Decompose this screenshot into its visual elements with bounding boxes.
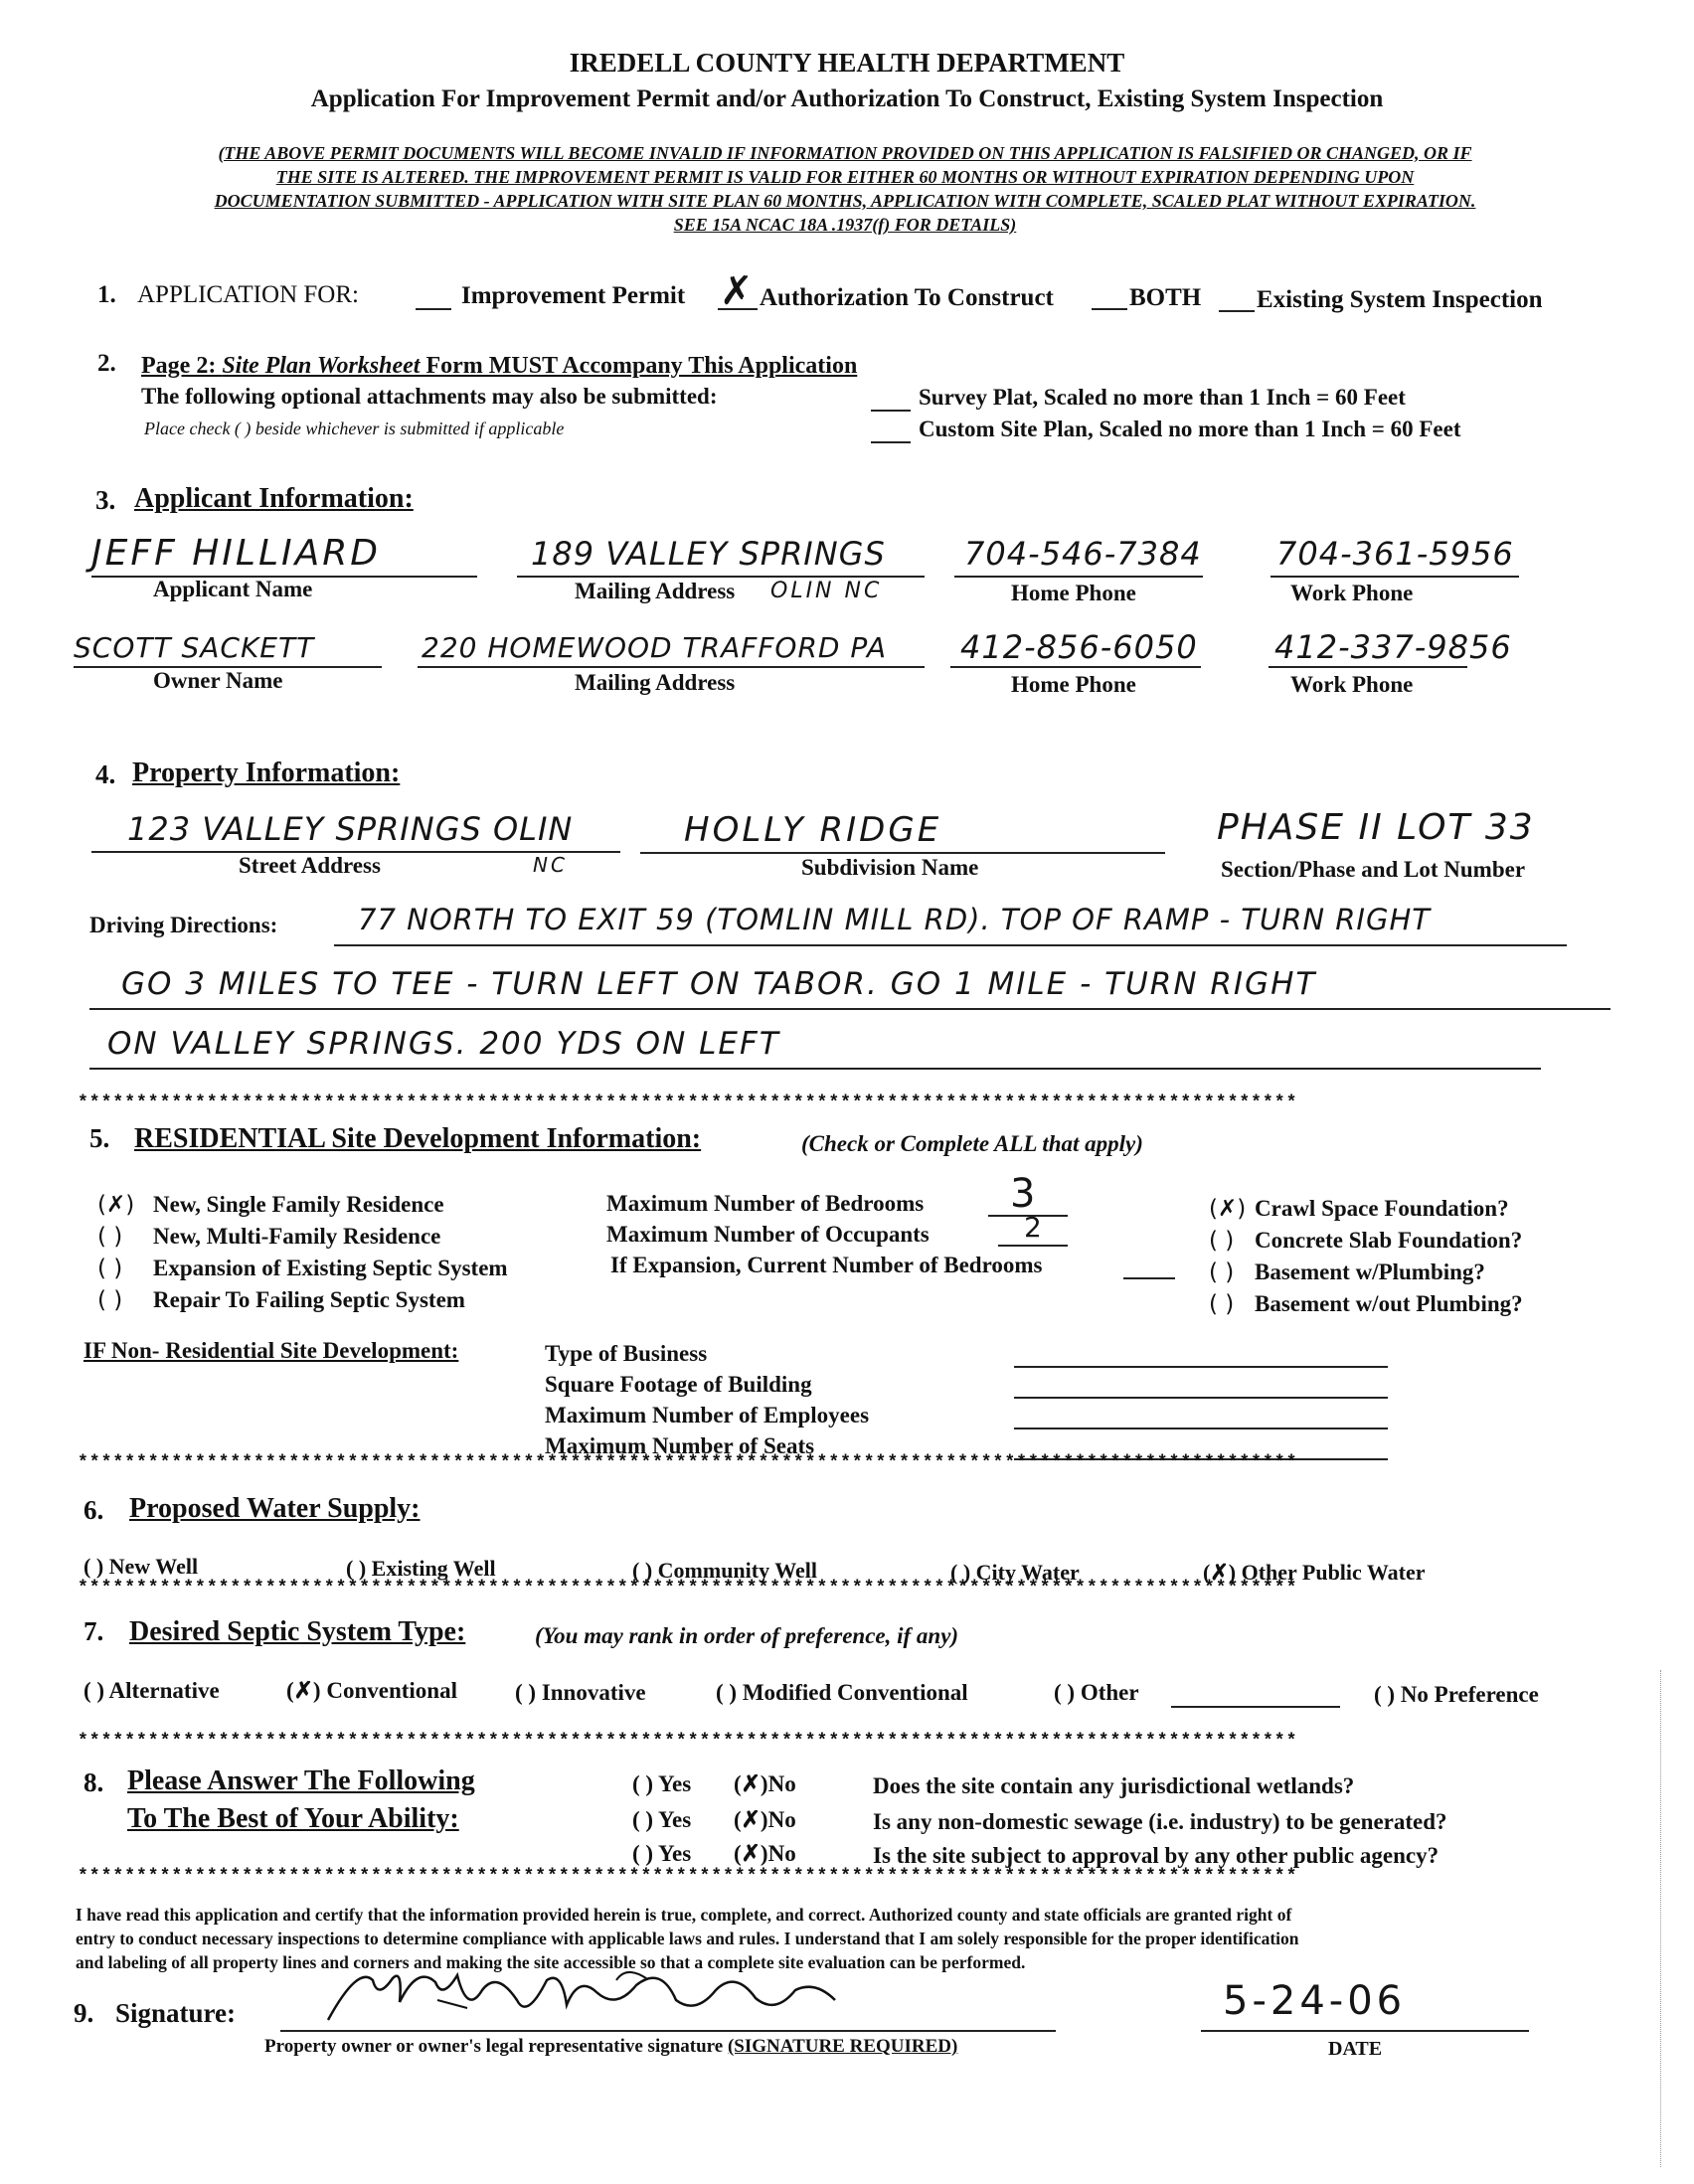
residence-type-box[interactable]: ( ) xyxy=(97,1224,123,1250)
septic-option-alternative[interactable]: ( ) Alternative xyxy=(84,1678,220,1703)
survey-plat-option: Survey Plat, Scaled no more than 1 Inch = 60 Feet xyxy=(919,385,1406,410)
directions-underline-1 xyxy=(334,944,1567,946)
sewage-yes[interactable]: ( ) Yes xyxy=(632,1807,692,1832)
business-type-line[interactable] xyxy=(1014,1366,1388,1368)
street-address-value[interactable]: 123 VALLEY SPRINGS OLIN xyxy=(127,810,574,848)
optional-attachments-text: The following optional attachments may also be submitted: xyxy=(141,384,718,409)
authorization-option: Authorization To Construct xyxy=(760,284,1054,311)
residence-type-item[interactable] xyxy=(97,1221,508,1253)
existing-inspection-blank[interactable] xyxy=(1219,310,1255,312)
section-5-number: 5. xyxy=(89,1123,110,1153)
questions-heading-2: To The Best of Your Ability: xyxy=(127,1803,459,1834)
septic-option-innovative[interactable]: ( ) Innovative xyxy=(515,1680,646,1705)
occupants-line xyxy=(998,1245,1068,1247)
lot-number-label: Section/Phase and Lot Number xyxy=(1221,857,1526,882)
foundation-item[interactable] xyxy=(1209,1193,1523,1225)
residence-type-label: New, Multi-Family Residence xyxy=(153,1224,441,1249)
driving-directions-label: Driving Directions: xyxy=(89,913,278,937)
both-blank[interactable] xyxy=(1092,308,1127,310)
foundation-label: Concrete Slab Foundation? xyxy=(1255,1228,1523,1253)
improvement-permit-blank[interactable] xyxy=(416,308,451,310)
foundation-label: Crawl Space Foundation? xyxy=(1255,1196,1509,1221)
improvement-permit-option: Improvement Permit xyxy=(461,282,686,309)
septic-option-other[interactable]: ( ) Other xyxy=(1054,1680,1139,1705)
applicant-home-phone-value[interactable]: 704-546-7384 xyxy=(964,535,1202,573)
foundation-label: Basement w/out Plumbing? xyxy=(1255,1291,1523,1316)
occupants-value[interactable]: 2 xyxy=(1024,1211,1045,1244)
signature-label: Signature: xyxy=(115,1998,237,2028)
subdivision-label: Subdivision Name xyxy=(801,855,979,880)
owner-home-phone-line xyxy=(950,666,1201,668)
foundation-box[interactable]: ( ) xyxy=(1209,1260,1235,1285)
water-supply-heading: Proposed Water Supply: xyxy=(129,1493,421,1524)
water-option-community-well[interactable]: ( ) Community Well xyxy=(632,1558,817,1583)
owner-home-phone-value[interactable]: 412-856-6050 xyxy=(960,628,1198,666)
residence-type-label: Repair To Failing Septic System xyxy=(153,1287,465,1312)
bedrooms-label: Maximum Number of Bedrooms xyxy=(606,1191,925,1216)
separator-stars: ******************************************************************************************************** xyxy=(78,1579,1298,1598)
directions-line-1[interactable]: 77 NORTH TO EXIT 59 (TOMLIN MILL RD). TOP OF RAMP - TURN RIGHT xyxy=(358,903,1431,936)
notice-block xyxy=(60,141,1630,237)
directions-underline-3 xyxy=(89,1068,1541,1070)
section-8-number: 8. xyxy=(84,1767,104,1797)
directions-line-3[interactable]: ON VALLEY SPRINGS. 200 YDS ON LEFT xyxy=(107,1026,780,1062)
applicant-address-value[interactable]: 189 VALLEY SPRINGS xyxy=(531,535,886,573)
foundation-item[interactable] xyxy=(1209,1225,1523,1257)
site-plan-worksheet-text: Site Plan Worksheet xyxy=(222,353,421,379)
section-9-number: 9. xyxy=(74,1998,94,2028)
foundation-label: Basement w/Plumbing? xyxy=(1255,1260,1485,1284)
signature-line xyxy=(280,2030,1056,2032)
residence-type-box[interactable]: ( ) xyxy=(97,1287,123,1313)
septic-option-no-preference[interactable]: ( ) No Preference xyxy=(1374,1682,1539,1707)
foundation-list xyxy=(1209,1193,1523,1320)
signature-required-text: (SIGNATURE REQUIRED) xyxy=(727,2036,958,2057)
applicant-work-phone-value[interactable]: 704-361-5956 xyxy=(1276,535,1514,573)
application-for-label: APPLICATION FOR: xyxy=(137,281,359,308)
water-option-city-water[interactable]: ( ) City Water xyxy=(950,1560,1080,1585)
signature-caption-text: Property owner or owner's legal representative signature xyxy=(264,2036,728,2057)
applicant-mailing-label: Mailing Address xyxy=(575,579,736,603)
residence-type-box[interactable]: ( ) xyxy=(97,1256,123,1281)
expansion-bedrooms-label: If Expansion, Current Number of Bedrooms xyxy=(610,1253,1043,1277)
non-residential-item: Maximum Number of Employees xyxy=(545,1403,870,1428)
certification-line: and labeling of all property lines and corners and making the site accessible so that a complete site evaluation can be performed. xyxy=(76,1952,1026,1972)
signature-caption xyxy=(264,2036,957,2058)
residence-type-item[interactable] xyxy=(97,1189,508,1221)
applicant-name-label: Applicant Name xyxy=(153,577,313,601)
foundation-box[interactable]: (✗) xyxy=(1209,1196,1247,1222)
water-option-existing-well[interactable]: ( ) Existing Well xyxy=(346,1556,496,1581)
section-2-number: 2. xyxy=(97,350,116,377)
date-label: DATE xyxy=(1328,2038,1383,2060)
septic-option-conventional[interactable]: (✗) Conventional xyxy=(286,1678,457,1703)
authorization-check-mark: ✗ xyxy=(720,268,757,314)
applicant-address-line xyxy=(517,576,925,578)
signature-field[interactable] xyxy=(280,1968,1056,2028)
custom-site-plan-blank[interactable] xyxy=(871,441,911,443)
handwritten-signature xyxy=(318,1960,875,2030)
residence-type-item[interactable] xyxy=(97,1253,508,1284)
foundation-item[interactable] xyxy=(1209,1257,1523,1288)
questions-heading-1: Please Answer The Following xyxy=(127,1765,475,1796)
septic-other-line[interactable] xyxy=(1171,1706,1340,1708)
notice-line: SEE 15A NCAC 18A .1937(f) FOR DETAILS) xyxy=(673,215,1017,235)
section-1-number: 1. xyxy=(97,281,116,308)
survey-plat-blank[interactable] xyxy=(871,410,911,412)
water-option-new-well[interactable]: ( ) New Well xyxy=(84,1554,199,1579)
form-subtitle: Application For Improvement Permit and/or Authorization To Construct, Existing System Inspection xyxy=(310,85,1384,112)
page2-text: Page 2: xyxy=(141,353,223,379)
wetlands-yes[interactable]: ( ) Yes xyxy=(632,1771,692,1796)
owner-home-label: Home Phone xyxy=(1011,672,1136,697)
section-3-number: 3. xyxy=(95,485,116,515)
existing-inspection-option: Existing System Inspection xyxy=(1257,286,1543,313)
residence-type-item[interactable] xyxy=(97,1284,508,1316)
form-title: IREDELL COUNTY HEALTH DEPARTMENT xyxy=(569,48,1125,78)
sewage-no[interactable]: (✗)No xyxy=(734,1807,796,1832)
employees-line[interactable] xyxy=(1014,1428,1388,1429)
applicant-work-phone-line xyxy=(1270,576,1519,578)
separator-stars: ******************************************************************************************************** xyxy=(78,1093,1298,1113)
separator-stars: ******************************************************************************************************** xyxy=(78,1732,1298,1752)
street-address-state[interactable]: NC xyxy=(533,853,568,877)
residence-type-list xyxy=(97,1189,508,1316)
notice-line: (THE ABOVE PERMIT DOCUMENTS WILL BECOME INVALID IF INFORMATION PROVIDED ON THIS APPLICATION IS FALSIFIED OR CHANGED, OR IF xyxy=(218,143,1472,163)
certification-line: entry to conduct necessary inspections to determine compliance with applicable laws and rules. I understand that I am solely responsible for the proper identification xyxy=(76,1929,1299,1948)
directions-line-2[interactable]: GO 3 MILES TO TEE - TURN LEFT ON TABOR. GO 1 MILE - TURN RIGHT xyxy=(121,966,1317,1002)
foundation-box[interactable]: ( ) xyxy=(1209,1228,1235,1254)
owner-address-value[interactable]: 220 HOMEWOOD TRAFFORD PA xyxy=(422,631,888,664)
wetlands-no[interactable]: (✗)No xyxy=(734,1771,796,1796)
non-residential-label: IF Non- Residential Site Development: xyxy=(84,1338,459,1363)
residence-type-box[interactable]: (✗) xyxy=(97,1192,135,1218)
residence-type-label: Expansion of Existing Septic System xyxy=(153,1256,508,1280)
property-info-heading: Property Information: xyxy=(132,757,401,788)
must-accompany-text: Form MUST Accompany This Application xyxy=(420,353,858,379)
separator-stars: ******************************************************************************************************** xyxy=(78,1453,1298,1473)
subdivision-value[interactable]: HOLLY RIDGE xyxy=(684,810,942,850)
applicant-home-label: Home Phone xyxy=(1011,581,1136,605)
residence-type-label: New, Single Family Residence xyxy=(153,1192,444,1217)
agency-no[interactable]: (✗)No xyxy=(734,1841,796,1866)
applicant-address-city[interactable]: OLIN NC xyxy=(770,579,883,603)
site-plan-requirement xyxy=(141,353,857,380)
residential-heading: RESIDENTIAL Site Development Information: xyxy=(134,1123,702,1154)
applicant-info-heading: Applicant Information: xyxy=(134,483,414,514)
residential-note: (Check or Complete ALL that apply) xyxy=(801,1131,1143,1156)
septic-type-heading: Desired Septic System Type: xyxy=(129,1616,466,1647)
occupants-label: Maximum Number of Occupants xyxy=(606,1222,930,1247)
water-option-other-public[interactable]: (✗) Other Public Water xyxy=(1203,1560,1426,1585)
section-6-number: 6. xyxy=(84,1495,104,1525)
notice-line: THE SITE IS ALTERED. THE IMPROVEMENT PERMIT IS VALID FOR EITHER 60 MONTHS OR WITHOUT EXPIRATION DEPENDING UPON xyxy=(275,167,1415,187)
owner-work-phone-value[interactable]: 412-337-9856 xyxy=(1274,628,1512,666)
section-4-number: 4. xyxy=(95,759,116,789)
certification-line: I have read this application and certify that the information provided herein is true, complete, and correct. Authorized county and state officials are granted right of xyxy=(76,1905,1292,1925)
foundation-item[interactable] xyxy=(1209,1288,1523,1320)
applicant-work-label: Work Phone xyxy=(1290,581,1414,605)
owner-address-line xyxy=(418,666,925,668)
custom-site-plan-option: Custom Site Plan, Scaled no more than 1 Inch = 60 Feet xyxy=(919,417,1461,441)
owner-mailing-label: Mailing Address xyxy=(575,670,736,695)
date-line xyxy=(1201,2030,1529,2032)
bedrooms-value[interactable]: 3 xyxy=(1010,1171,1039,1217)
non-residential-item: Maximum Number of Seats xyxy=(545,1433,815,1458)
non-residential-list xyxy=(545,1338,869,1461)
owner-name-value[interactable]: SCOTT SACKETT xyxy=(74,631,315,664)
wetlands-question: Does the site contain any jurisdictional wetlands? xyxy=(873,1773,1355,1798)
lot-number-value[interactable]: PHASE II LOT 33 xyxy=(1217,807,1535,848)
date-value[interactable]: 5-24-06 xyxy=(1223,1978,1407,2024)
applicant-home-phone-line xyxy=(954,576,1203,578)
place-check-instruction: Place check ( ) beside whichever is submitted if applicable xyxy=(144,419,565,438)
sewage-question: Is any non-domestic sewage (i.e. industry) to be generated? xyxy=(873,1809,1447,1834)
applicant-name-value[interactable]: JEFF HILLIARD xyxy=(91,533,381,574)
agency-question: Is the site subject to approval by any other public agency? xyxy=(873,1843,1440,1868)
scan-edge-line xyxy=(1660,1670,1661,2167)
notice-line: DOCUMENTATION SUBMITTED - APPLICATION WITH SITE PLAN 60 MONTHS, APPLICATION WITH COMPLETE, SCALED PLAT WITHOUT EXPIRATION. xyxy=(214,191,1476,211)
owner-work-phone-line xyxy=(1269,666,1467,668)
subdivision-line xyxy=(640,852,1165,854)
section-7-number: 7. xyxy=(84,1616,104,1646)
non-residential-item: Type of Business xyxy=(545,1341,708,1366)
septic-option-modified-conventional[interactable]: ( ) Modified Conventional xyxy=(716,1680,968,1705)
directions-underline-2 xyxy=(89,1008,1610,1010)
separator-stars: ******************************************************************************************************** xyxy=(78,1867,1298,1887)
square-footage-line[interactable] xyxy=(1014,1397,1388,1399)
expansion-bedrooms-line[interactable] xyxy=(1123,1277,1175,1279)
septic-type-note: (You may rank in order of preference, if any) xyxy=(535,1623,959,1648)
foundation-box[interactable]: ( ) xyxy=(1209,1291,1235,1317)
owner-work-label: Work Phone xyxy=(1290,672,1414,697)
street-address-label: Street Address xyxy=(239,853,381,878)
agency-yes[interactable]: ( ) Yes xyxy=(632,1841,692,1866)
both-option: BOTH xyxy=(1129,284,1202,311)
owner-name-label: Owner Name xyxy=(153,668,283,693)
non-residential-item: Square Footage of Building xyxy=(545,1372,812,1397)
